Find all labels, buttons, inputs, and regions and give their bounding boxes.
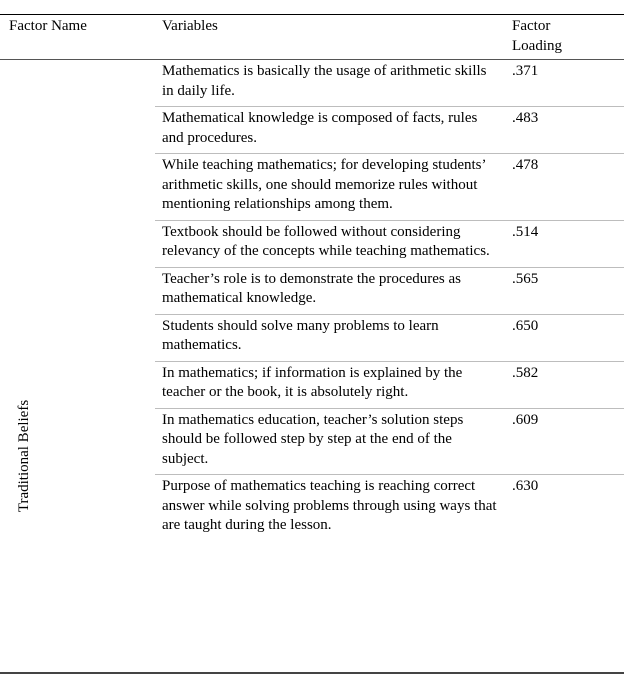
variable-cell: In mathematics education, teacher’s solution steps should be followed step by step at the end of the subject.	[162, 411, 464, 467]
table-body	[155, 60, 624, 541]
loading-cell: .514	[512, 223, 539, 240]
variable-cell: Students should solve many problems to learn mathematics.	[162, 317, 439, 353]
table-bottom-rule	[0, 672, 624, 674]
header-factor-loading: Factor Loading	[512, 18, 562, 54]
variable-cell: While teaching mathematics; for developing students’ arithmetic skills, one should memorize rules without mentioning relationships among them.	[162, 157, 486, 212]
loading-cell: .483	[512, 110, 539, 126]
table-row	[155, 315, 624, 362]
table-row	[155, 268, 624, 315]
variable-cell: Purpose of mathematics teaching is reaching correct answer while solving problems through using ways that are taught during the lesson.	[162, 478, 497, 533]
variable-cell: In mathematics; if information is explained by the teacher or the book, it is absolutely right.	[162, 364, 463, 400]
table-row	[155, 362, 624, 409]
table-row	[155, 154, 624, 221]
variable-cell: Teacher’s role is to demonstrate the procedures as mathematical knowledge.	[162, 270, 461, 306]
header-factor-name: Factor Name	[9, 18, 87, 34]
loading-cell: .478	[512, 157, 539, 173]
loading-cell: .609	[512, 411, 539, 428]
loading-cell: .371	[512, 63, 539, 79]
loading-cell: .650	[512, 317, 539, 334]
loading-cell: .630	[512, 478, 539, 494]
variable-cell: Textbook should be followed without considering relevancy of the concepts while teaching mathematics.	[162, 223, 490, 259]
loading-cell: .582	[512, 364, 539, 381]
factor-label: Traditional Beliefs	[16, 399, 32, 513]
table-row	[155, 107, 624, 154]
table-row	[155, 475, 624, 541]
header-variables: Variables	[162, 18, 218, 34]
variable-cell: Mathematics is basically the usage of arithmetic skills in daily life.	[162, 63, 487, 99]
table-top-rule	[0, 14, 624, 15]
loading-cell: .565	[512, 270, 539, 287]
variable-cell: Mathematical knowledge is composed of facts, rules and procedures.	[162, 110, 478, 146]
table-row	[155, 60, 624, 107]
table-row	[155, 221, 624, 268]
table-row	[155, 409, 624, 476]
factor-name-cell	[0, 60, 155, 672]
